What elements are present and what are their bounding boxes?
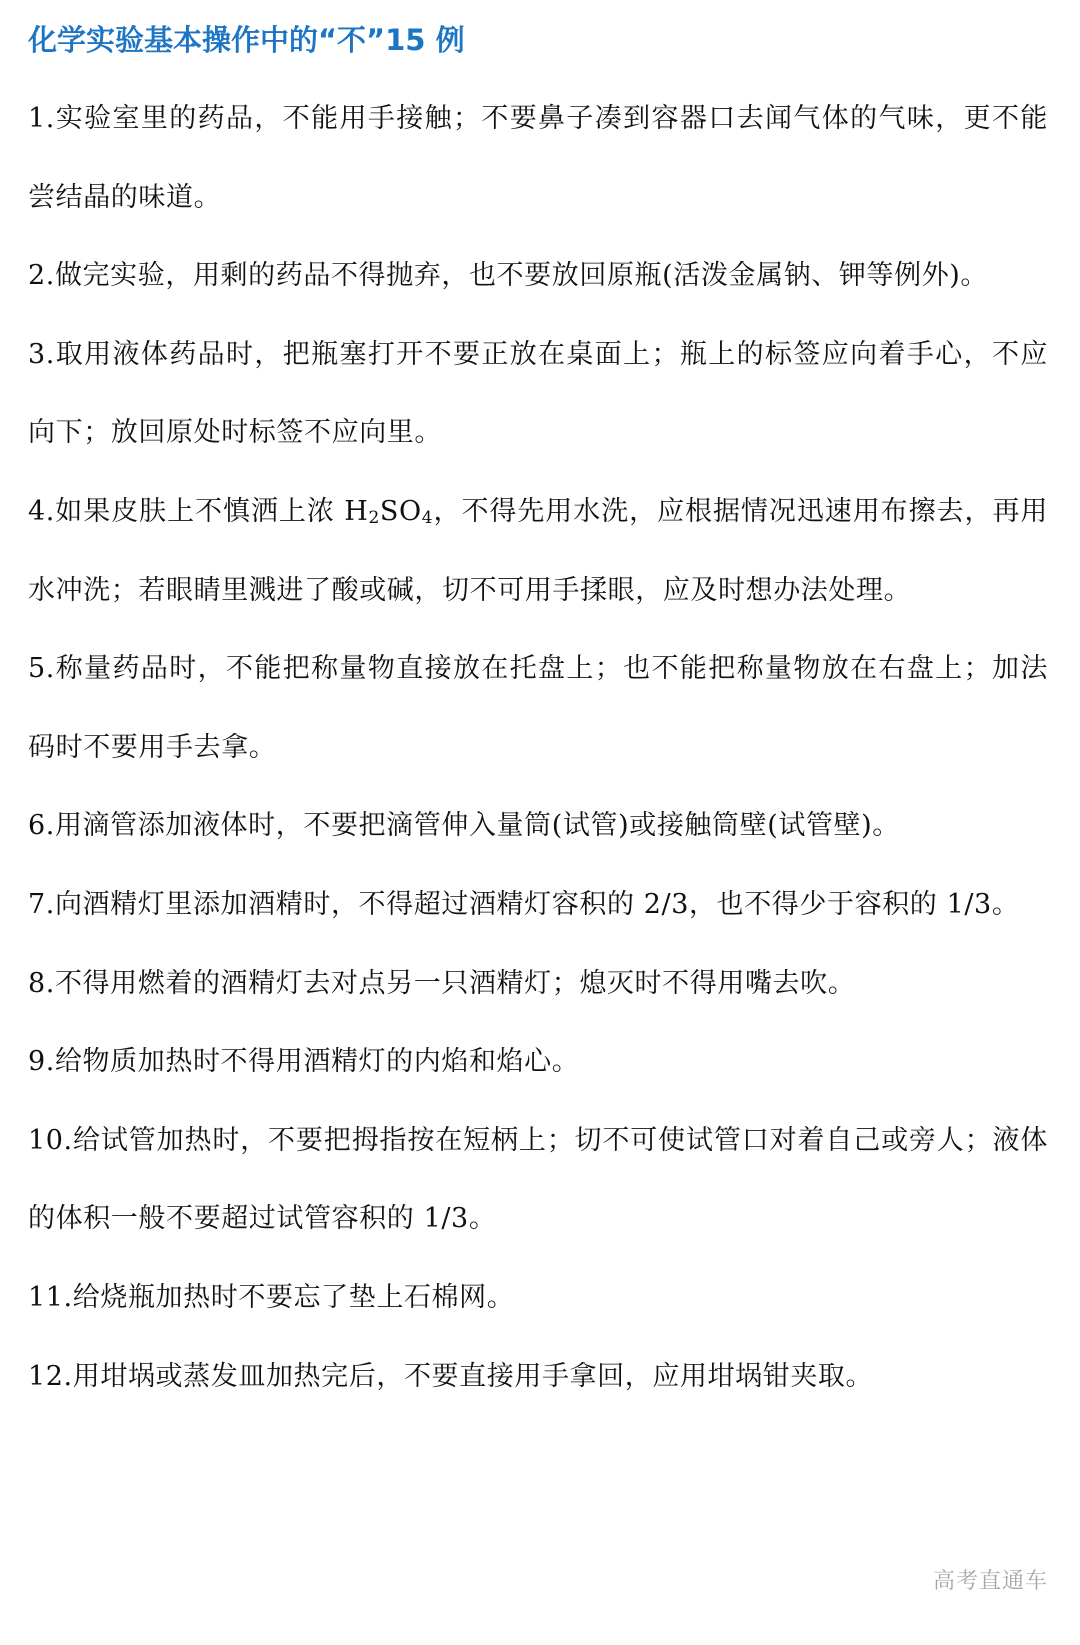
document-title: 化学实验基本操作中的“不”15 例 <box>28 23 465 57</box>
rule-item-9: 9.给物质加热时不得用酒精灯的内焰和焰心。 <box>28 1046 580 1078</box>
rule-list <box>28 80 1048 1416</box>
rule-item-3: 3.取用液体药品时，把瓶塞打开不要正放在桌面上；瓶上的标签应向着手心，不应向下；放回原处时标签不应向里。 <box>28 338 1048 449</box>
rule-item-11: 11.给烧瓶加热时不要忘了垫上石棉网。 <box>28 1281 515 1313</box>
subscript-4: 4 <box>421 507 434 528</box>
rule-item-4 <box>28 473 1048 630</box>
rule-item-2: 2.做完实验，用剩的药品不得抛弃，也不要放回原瓶(活泼金属钠、钾等例外)。 <box>28 260 989 292</box>
rule-item-8: 8.不得用燃着的酒精灯去对点另一只酒精灯；熄灭时不得用嘴去吹。 <box>28 967 856 999</box>
rule-item-4-pre: 4.如果皮肤上不慎洒上浓 H <box>28 495 369 527</box>
rule-item-12: 12.用坩埚或蒸发皿加热完后，不要直接用手拿回，应用坩埚钳夹取。 <box>28 1360 874 1392</box>
rule-item-5: 5.称量药品时，不能把称量物直接放在托盘上；也不能把称量物放在右盘上；加法码时不要用手去拿。 <box>28 653 1048 763</box>
rule-item-1: 1.实验室里的药品，不能用手接触；不要鼻子凑到容器口去闻气体的气味，更不能尝结晶的味道。 <box>28 103 1048 213</box>
rule-item-7: 7.向酒精灯里添加酒精时，不得超过酒精灯容积的 2/3，也不得少于容积的 1/3。 <box>28 888 1020 920</box>
subscript-2: 2 <box>368 507 380 528</box>
watermark: 高考直通车 <box>931 1564 1050 1595</box>
rule-item-6: 6.用滴管添加液体时，不要把滴管伸入量筒(试管)或接触筒壁(试管壁)。 <box>28 810 900 842</box>
rule-item-4-mid: SO <box>379 495 422 527</box>
rule-item-10: 10.给试管加热时，不要把拇指按在短柄上；切不可使试管口对着自己或旁人；液体的体积一般不要超过试管容积的 1/3。 <box>28 1124 1048 1235</box>
rule-item-4-post: ，不得先用水洗，应根据情况迅速用布擦去，再用水冲洗；若眼睛里溅进了酸或碱，切不可用手揉眼，应及时想办法处理。 <box>28 495 1048 606</box>
